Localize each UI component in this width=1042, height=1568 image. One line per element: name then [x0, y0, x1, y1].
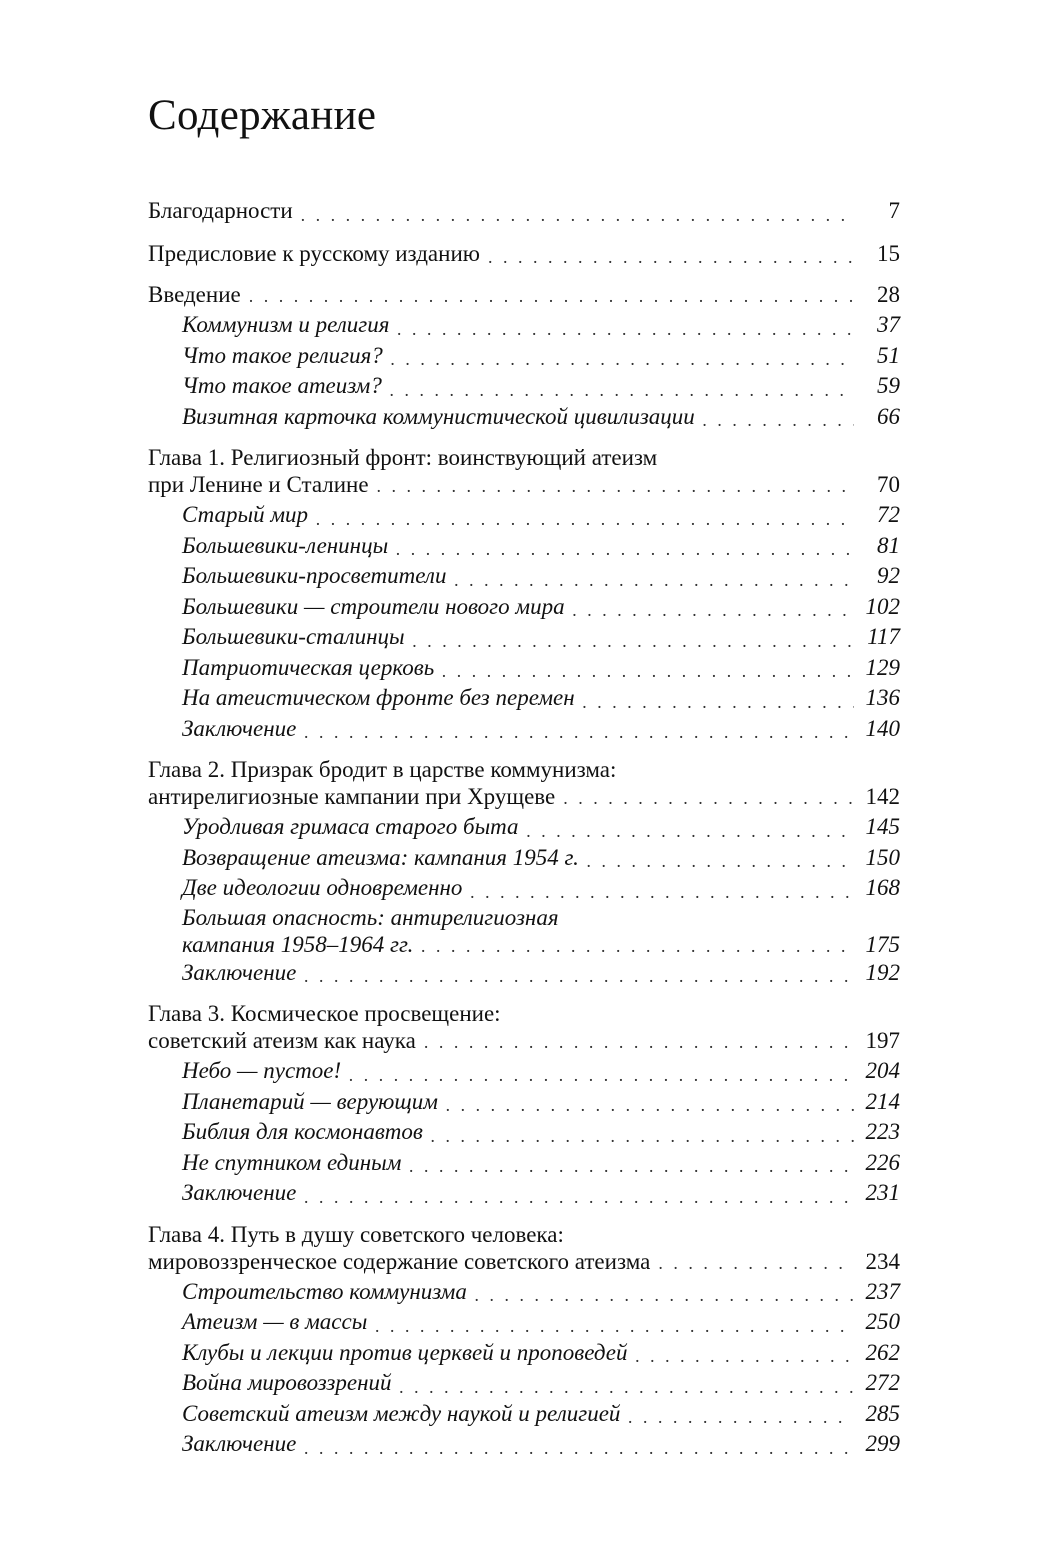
toc-subentry-title: Патриотическая церковь	[182, 654, 435, 680]
toc-subentry-page: 214	[865, 1088, 900, 1114]
toc-page	[148, 88, 900, 1472]
toc-subentry[interactable]	[148, 371, 900, 402]
toc-entry[interactable]	[148, 196, 900, 227]
toc-subentry-title: Планетарий — верующим	[182, 1088, 438, 1114]
leader-dots	[349, 1069, 854, 1081]
toc-subentry-title: Клубы и лекции против церквей и проповедей	[182, 1339, 628, 1365]
toc-subentry[interactable]	[148, 500, 900, 531]
toc-subentry-title: Не спутником единым	[182, 1149, 402, 1175]
leader-dots	[400, 1381, 854, 1393]
toc-subentry[interactable]	[148, 714, 900, 745]
toc-subentry-page: 81	[877, 532, 900, 558]
toc-subentry-title: Две идеологии одновременно	[182, 875, 463, 900]
toc-subentry-page: 223	[865, 1119, 900, 1144]
chapter-3-section	[148, 1000, 900, 1209]
toc-subentry-title: На атеистическом фронте без перемен	[182, 685, 575, 710]
toc-subentry-page: 140	[865, 715, 900, 741]
leader-dots	[488, 251, 854, 263]
toc-subentry[interactable]	[148, 812, 900, 843]
toc-subentry[interactable]	[148, 1399, 900, 1430]
chapter-1-section	[148, 444, 900, 744]
toc-entry-page: 197	[865, 1028, 900, 1053]
toc-subentry-page: 102	[865, 593, 900, 619]
toc-subentry-title: Большевики-просветители	[182, 563, 447, 588]
chapter-3-title-line1[interactable]: Глава 3. Космическое просвещение:	[148, 1001, 501, 1026]
leader-dots	[316, 513, 854, 525]
toc-subentry-title: Заключение	[182, 959, 297, 985]
toc-subentry[interactable]	[148, 683, 900, 714]
chapter-1-title-line2: при Ленине и Сталине	[148, 472, 369, 497]
toc-subentry[interactable]	[148, 341, 900, 372]
toc-subentry-page: 299	[865, 1431, 900, 1456]
toc-subentry-page: 168	[865, 875, 900, 900]
toc-subentry-title: Строительство коммунизма	[182, 1278, 467, 1304]
toc-subentry-title: Возвращение атеизма: кампания 1954 г.	[182, 844, 579, 870]
toc-subentry-page: 59	[877, 373, 900, 398]
toc-subentry[interactable]	[148, 1117, 900, 1148]
toc-entry[interactable]	[148, 471, 900, 498]
toc-subentry-title: Старый мир	[182, 502, 309, 527]
toc-subentry-title: Небо — пустое!	[182, 1058, 342, 1083]
toc-subentry[interactable]	[148, 402, 900, 433]
toc-subentry[interactable]	[148, 1087, 900, 1118]
toc-subentry-page: 231	[865, 1180, 900, 1205]
leader-dots	[587, 855, 854, 867]
toc-subentry-title: кампания 1958–1964 гг.	[182, 931, 414, 957]
leader-dots	[442, 665, 854, 677]
toc-subentry-page: 136	[865, 685, 900, 710]
toc-entry-page: 234	[865, 1248, 900, 1274]
leader-dots	[304, 726, 854, 738]
toc-entry-page: 28	[877, 282, 900, 307]
toc-subentry-title: Заключение	[182, 1180, 297, 1205]
toc-subentry-page: 117	[867, 624, 900, 649]
toc-subentry-page: 72	[877, 502, 900, 527]
toc-subentry-page: 150	[865, 844, 900, 870]
toc-subentry-page: 250	[865, 1309, 900, 1334]
leader-dots	[304, 970, 854, 982]
toc-subentry-title: Уродливая гримаса старого быта	[182, 814, 519, 839]
toc-subentry[interactable]	[148, 931, 900, 958]
intro-section	[148, 281, 900, 432]
toc-entry-title: Предисловие к русскому изданию	[148, 240, 480, 266]
leader-dots	[249, 290, 854, 302]
chapter-2-title-line2: антирелигиозные кампании при Хрущеве	[148, 784, 556, 809]
toc-subentry-title: Война мировоззрений	[182, 1370, 392, 1395]
toc-subentry[interactable]	[148, 592, 900, 623]
toc-subentry-title: Советский атеизм между наукой и религией	[182, 1400, 621, 1426]
leader-dots	[563, 792, 854, 804]
leader-dots	[470, 886, 854, 898]
leader-dots	[421, 940, 854, 952]
toc-subentry[interactable]	[148, 1338, 900, 1369]
leader-dots	[397, 323, 854, 335]
toc-entry-page: 7	[888, 198, 900, 223]
leader-dots	[390, 384, 854, 396]
toc-subentry-title: Большевики — строители нового мира	[182, 593, 565, 619]
chapter-4-section	[148, 1221, 900, 1460]
chapter-3-title-line2: советский атеизм как наука	[148, 1028, 416, 1053]
leader-dots	[396, 543, 854, 555]
toc-subentry[interactable]	[148, 1307, 900, 1338]
toc-subentry-page: 285	[865, 1400, 900, 1426]
chapter-2-title-line1[interactable]: Глава 2. Призрак бродит в царстве коммунизма:	[148, 757, 617, 782]
leader-dots	[527, 825, 854, 837]
toc-subentry-title: Коммунизм и религия	[182, 312, 390, 337]
toc-entry-page: 142	[865, 784, 900, 809]
toc-subentry-title: Заключение	[182, 715, 297, 741]
leader-dots	[391, 353, 854, 365]
toc-subentry-page: 145	[865, 814, 900, 839]
toc-subentry-title: Заключение	[182, 1431, 297, 1456]
leader-dots	[658, 1257, 854, 1269]
toc-subentry-page: 129	[865, 654, 900, 680]
toc-subentry-title: Библия для космонавтов	[182, 1119, 423, 1144]
toc-subentry[interactable]	[148, 310, 900, 341]
toc-entry[interactable]	[148, 1027, 900, 1054]
leader-dots	[375, 1320, 854, 1332]
toc-subentry[interactable]	[148, 1429, 900, 1460]
toc-subentry[interactable]	[148, 622, 900, 653]
toc-subentry-page: 51	[877, 342, 900, 368]
toc-entry[interactable]	[148, 1248, 900, 1275]
toc-entry[interactable]	[148, 281, 900, 308]
toc-subentry[interactable]	[148, 653, 900, 684]
toc-entry-title: Благодарности	[148, 198, 293, 223]
toc-subentry-title: Что такое атеизм?	[182, 373, 382, 398]
toc-subentry-title: Большевики-сталинцы	[182, 624, 405, 649]
leader-dots	[454, 574, 854, 586]
leader-dots	[301, 209, 854, 221]
toc-subentry[interactable]	[148, 958, 900, 989]
leader-dots	[304, 1442, 854, 1454]
leader-dots	[431, 1130, 854, 1142]
leader-dots	[377, 480, 854, 492]
toc-entry-page: 15	[877, 240, 900, 266]
toc-subentry-title: Атеизм — в массы	[182, 1309, 368, 1334]
leader-dots	[424, 1036, 854, 1048]
toc-entry-page: 70	[877, 472, 900, 497]
toc-subentry-page: 92	[877, 563, 900, 588]
leader-dots	[304, 1191, 854, 1203]
toc-subentry[interactable]	[148, 1368, 900, 1399]
toc-subentry-page: 272	[865, 1370, 900, 1395]
leader-dots	[573, 604, 854, 616]
toc-subentry-page: 262	[865, 1339, 900, 1365]
front-matter	[148, 196, 900, 269]
toc-subentry[interactable]	[148, 843, 900, 874]
page-title: Содержание	[148, 92, 377, 139]
leader-dots	[628, 1411, 854, 1423]
leader-dots	[409, 1160, 854, 1172]
chapter-4-title-line2: мировоззренческое содержание советского атеизма	[148, 1248, 651, 1274]
leader-dots	[413, 635, 854, 647]
toc-subentry[interactable]	[148, 1178, 900, 1209]
chapter-4-title-line1[interactable]: Глава 4. Путь в душу советского человека:	[148, 1221, 564, 1247]
toc-subentry[interactable]	[148, 561, 900, 592]
toc-subentry-page: 175	[865, 931, 900, 957]
toc-entry-title: Введение	[148, 282, 241, 307]
toc-subentry[interactable]	[148, 873, 900, 904]
chapter-1-title-line1[interactable]: Глава 1. Религиозный фронт: воинствующий атеизм	[148, 445, 658, 470]
leader-dots	[703, 414, 854, 426]
toc-subentry-title: Большевики-ленинцы	[182, 532, 389, 558]
toc-subentry-page: 37	[877, 312, 900, 337]
toc-subentry[interactable]	[148, 531, 900, 562]
toc-subentry[interactable]	[148, 1056, 900, 1087]
toc-subentry-page: 66	[877, 403, 900, 429]
toc-subentry-page: 237	[865, 1278, 900, 1304]
toc-subentry-page: 204	[865, 1058, 900, 1083]
toc-subentry[interactable]	[148, 1148, 900, 1179]
toc-subentry-page: 192	[865, 959, 900, 985]
toc-subentry-title-line1[interactable]: Большая опасность: антирелигиозная	[182, 904, 559, 930]
toc-subentry-title: Визитная карточка коммунистической цивилизации	[182, 403, 695, 429]
toc-subentry[interactable]	[148, 1277, 900, 1308]
toc-subentry-page: 226	[865, 1149, 900, 1175]
leader-dots	[475, 1289, 854, 1301]
chapter-2-section	[148, 756, 900, 988]
toc-entry[interactable]	[148, 239, 900, 270]
leader-dots	[636, 1350, 855, 1362]
toc-subentry-title: Что такое религия?	[182, 342, 383, 368]
leader-dots	[446, 1099, 854, 1111]
leader-dots	[583, 696, 854, 708]
toc-entry[interactable]	[148, 783, 900, 810]
